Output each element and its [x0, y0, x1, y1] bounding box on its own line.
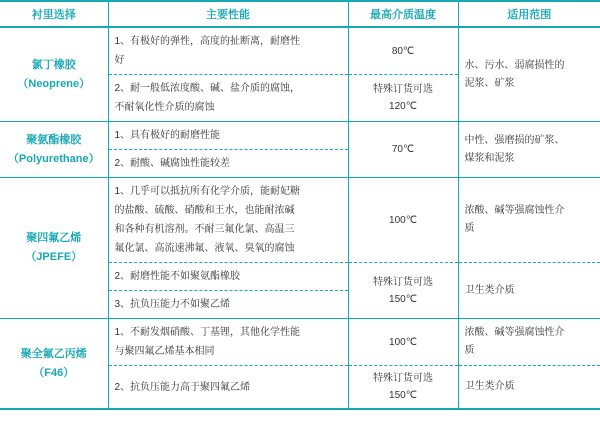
lining-name-line1: 聚氨酯橡胶: [26, 133, 82, 146]
lining-name-line2: （Neoprene）: [17, 77, 91, 90]
lining-name-cell: [0, 122, 108, 178]
temperature-line: 100℃: [389, 214, 417, 226]
performance-line: 3、抗负压能力不如聚乙烯: [114, 299, 231, 310]
scope-line: 卫生类介质: [464, 381, 515, 392]
performance-line: 与聚四氟乙烯基本相同: [114, 346, 215, 357]
lining-name-cell: [0, 27, 108, 122]
temperature-cell: [348, 263, 458, 319]
temperature-line: 120℃: [389, 101, 417, 112]
scope-line: 质: [464, 223, 475, 234]
lining-name-line1: 聚四氟乙烯: [26, 232, 82, 245]
table-row: [0, 178, 600, 263]
performance-line: 1、有极好的弹性，高度的扯断离，耐磨性: [114, 36, 301, 47]
scope-cell: [458, 27, 600, 122]
scope-cell: [458, 178, 600, 263]
performance-cell: [108, 291, 348, 319]
table-header-row: [0, 1, 600, 27]
performance-cell: [108, 263, 348, 291]
scope-line: 浓酸、碱等强腐蚀性介: [464, 327, 565, 338]
header-application-scope: 适用范围: [458, 1, 600, 27]
performance-line: 2、耐磨性能不如聚氨酯橡胶: [114, 271, 241, 282]
performance-cell: [108, 178, 348, 263]
performance-line: 1、具有极好的耐磨性能: [114, 130, 221, 141]
temperature-line: 80℃: [391, 45, 415, 57]
temperature-line: 特殊订货可选: [373, 276, 433, 288]
header-main-performance: 主要性能: [108, 1, 348, 27]
performance-line: 1、几乎可以抵抗所有化学介质，能耐妃糖: [114, 186, 301, 197]
performance-line: 1、不耐发烟硝酸、丁基锂，其他化学性能: [114, 327, 301, 338]
temperature-cell: [348, 122, 458, 178]
temperature-line: 100℃: [389, 336, 417, 348]
scope-cell: [458, 122, 600, 178]
performance-line: 2、抗负压能力高于聚四氟乙烯: [114, 381, 251, 393]
lining-name-line2: （JPEFE）: [25, 251, 83, 263]
lining-name-line2: （F46）: [33, 366, 75, 379]
scope-line: 质: [464, 345, 475, 356]
scope-line: 浓酸、碱等强腐蚀性介: [464, 205, 565, 216]
performance-cell: [108, 319, 348, 366]
header-lining-selection: 衬里选择: [0, 1, 108, 27]
performance-line: 的盐酸、硫酸、硝酸和王水，也能耐浓碱: [114, 205, 295, 216]
table-row: [0, 27, 600, 75]
performance-line: 氟化氯、高流速沸氟、液氧、臭氧的腐蚀: [114, 243, 295, 254]
temperature-line: 150℃: [389, 293, 417, 305]
scope-line: 煤浆和泥浆: [464, 152, 515, 164]
temperature-cell: [348, 178, 458, 263]
temperature-cell: [348, 366, 458, 410]
scope-line: 泥浆、矿浆: [464, 77, 515, 89]
scope-line: 水、污水、弱腐损性的: [464, 59, 565, 71]
performance-cell: [108, 75, 348, 122]
temperature-cell: [348, 75, 458, 122]
temperature-line: 150℃: [389, 390, 417, 401]
temperature-line: 特殊订货可选: [373, 373, 433, 384]
scope-cell: [458, 263, 600, 319]
table-row: [0, 122, 600, 150]
performance-cell: [108, 366, 348, 410]
scope-cell: [458, 366, 600, 410]
temperature-cell: [348, 27, 458, 75]
performance-line: 和各种有机溶剂。不耐三氟化氯、高温三: [114, 224, 295, 235]
scope-cell: [458, 319, 600, 366]
performance-line: 好: [114, 55, 125, 66]
performance-line: 2、耐酸、碱腐蚀性能较差: [114, 158, 231, 169]
lining-name-line1: 氯丁橡胶: [31, 58, 76, 71]
temperature-line: 70℃: [391, 144, 415, 155]
lining-name-cell: [0, 319, 108, 410]
lining-name-line1: 聚全氟乙丙烯: [20, 347, 87, 360]
header-max-medium-temperature: 最高介质温度: [348, 1, 458, 27]
lining-name-line2: （Polyurethane）: [7, 152, 100, 165]
temperature-line: 特殊订货可选: [373, 84, 433, 95]
temperature-cell: [348, 319, 458, 366]
performance-line: 2、耐一般低浓度酸、碱、盐介质的腐蚀，: [114, 83, 301, 94]
scope-line: 卫生类介质: [464, 284, 515, 296]
performance-line: 不耐氧化性介质的腐蚀: [114, 102, 215, 113]
lining-name-cell: [0, 178, 108, 319]
table-row: [0, 319, 600, 366]
performance-cell: [108, 27, 348, 75]
performance-cell: [108, 150, 348, 178]
performance-cell: [108, 122, 348, 150]
scope-line: 中性、强磨损的矿浆、: [464, 134, 565, 146]
